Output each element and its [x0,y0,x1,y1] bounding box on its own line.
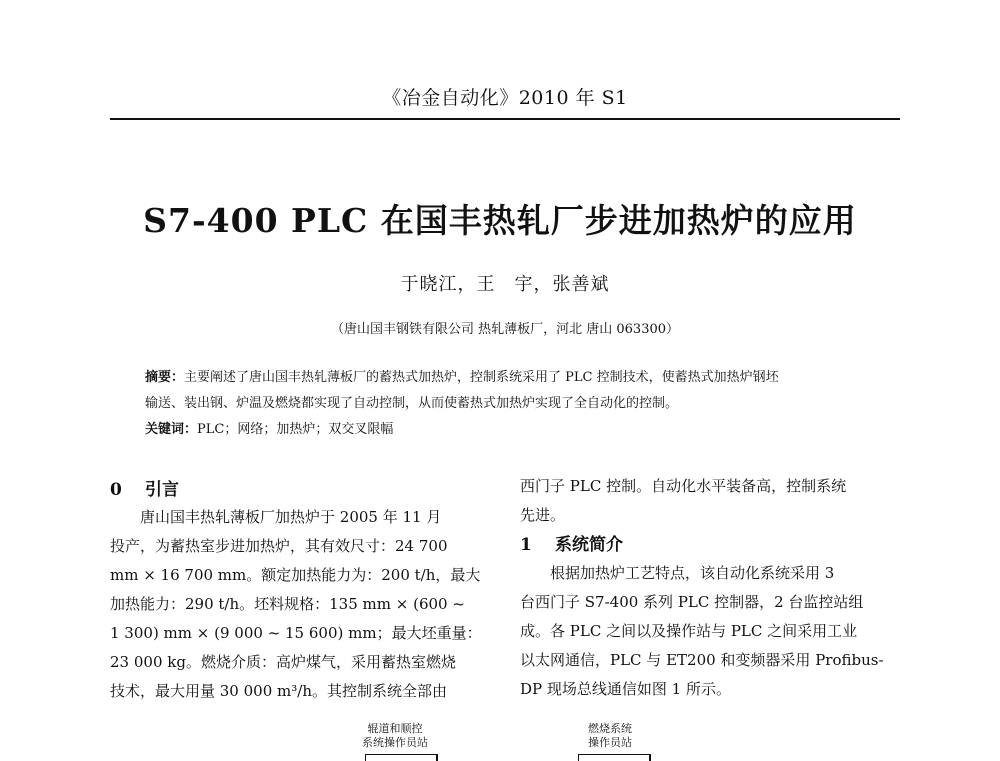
abstract-line [145,366,779,385]
body-line: 加热能力：290 t/h。坯料规格：135 mm × (600 ~ [110,595,465,613]
body-line: 先进。 [520,506,566,524]
section-number: 0 [110,480,122,500]
section-title: 系统简介 [555,535,623,555]
figure-station-label-rolling-sequence [335,722,455,750]
section-number: 1 [520,535,532,555]
body-line: 根据加热炉工艺特点，该自动化系统采用 3 [550,564,835,582]
abstract-label: 摘要： [145,370,185,385]
keywords-line [145,418,393,437]
figure-label-line: 燃烧系统 [588,722,632,735]
abstract-text: 输送、装出钢、炉温及燃烧都实现了自动控制，从而使蓄热式加热炉实现了全自动化的控制。 [145,396,679,411]
body-line: mm × 16 700 mm。额定加热能力为：200 t/h，最大 [110,566,481,584]
section-heading-system-overview [520,530,623,555]
body-line: 以太网通信，PLC 与 ET200 和变频器采用 Profibus- [520,651,884,669]
body-line: DP 现场总线通信如图 1 所示。 [520,680,731,698]
figure-label-line: 系统操作员站 [362,736,428,749]
keywords-text: PLC；网络；加热炉；双交叉限幅 [197,422,394,437]
abstract-line [145,392,678,411]
section-title: 引言 [145,480,179,500]
body-line: 唐山国丰热轧薄板厂加热炉于 2005 年 11 月 [140,508,442,526]
body-line: 台西门子 S7-400 系列 PLC 控制器，2 台监控站组 [520,593,864,611]
body-line: 成。各 PLC 之间以及操作站与 PLC 之间采用工业 [520,622,858,640]
figure-station-label-combustion [550,722,670,750]
header-rule [110,118,900,120]
body-line: 1 300) mm × (9 000 ~ 15 600) mm；最大坯重量： [110,624,482,642]
body-line: 西门子 PLC 控制。自动化水平装备高，控制系统 [520,477,847,495]
paper-affiliation: （唐山国丰钢铁有限公司 热轧薄板厂，河北 唐山 063300） [330,322,680,337]
journal-header: 《冶金自动化》2010 年 S1 [382,87,628,109]
figure-label-line: 操作员站 [588,736,632,749]
section-heading-introduction [110,475,179,500]
keywords-label: 关键词： [145,422,198,437]
paper-authors: 于晓江，王 宇，张善斌 [400,274,610,295]
body-line: 技术，最大用量 30 000 m³/h。其控制系统全部由 [110,682,447,700]
body-line: 投产，为蓄热室步进加热炉，其有效尺寸：24 700 [110,537,448,555]
abstract-text: 主要阐述了唐山国丰热轧薄板厂的蓄热式加热炉，控制系统采用了 PLC 控制技术，使蓄热式加热炉钢坯 [184,370,779,385]
figure-label-line: 辊道和顺控 [367,722,423,735]
body-line: 23 000 kg。燃烧介质：高炉煤气，采用蓄热室燃烧 [110,653,456,671]
paper-title: S7-400 PLC 在国丰热轧厂步进加热炉的应用 [143,201,857,240]
